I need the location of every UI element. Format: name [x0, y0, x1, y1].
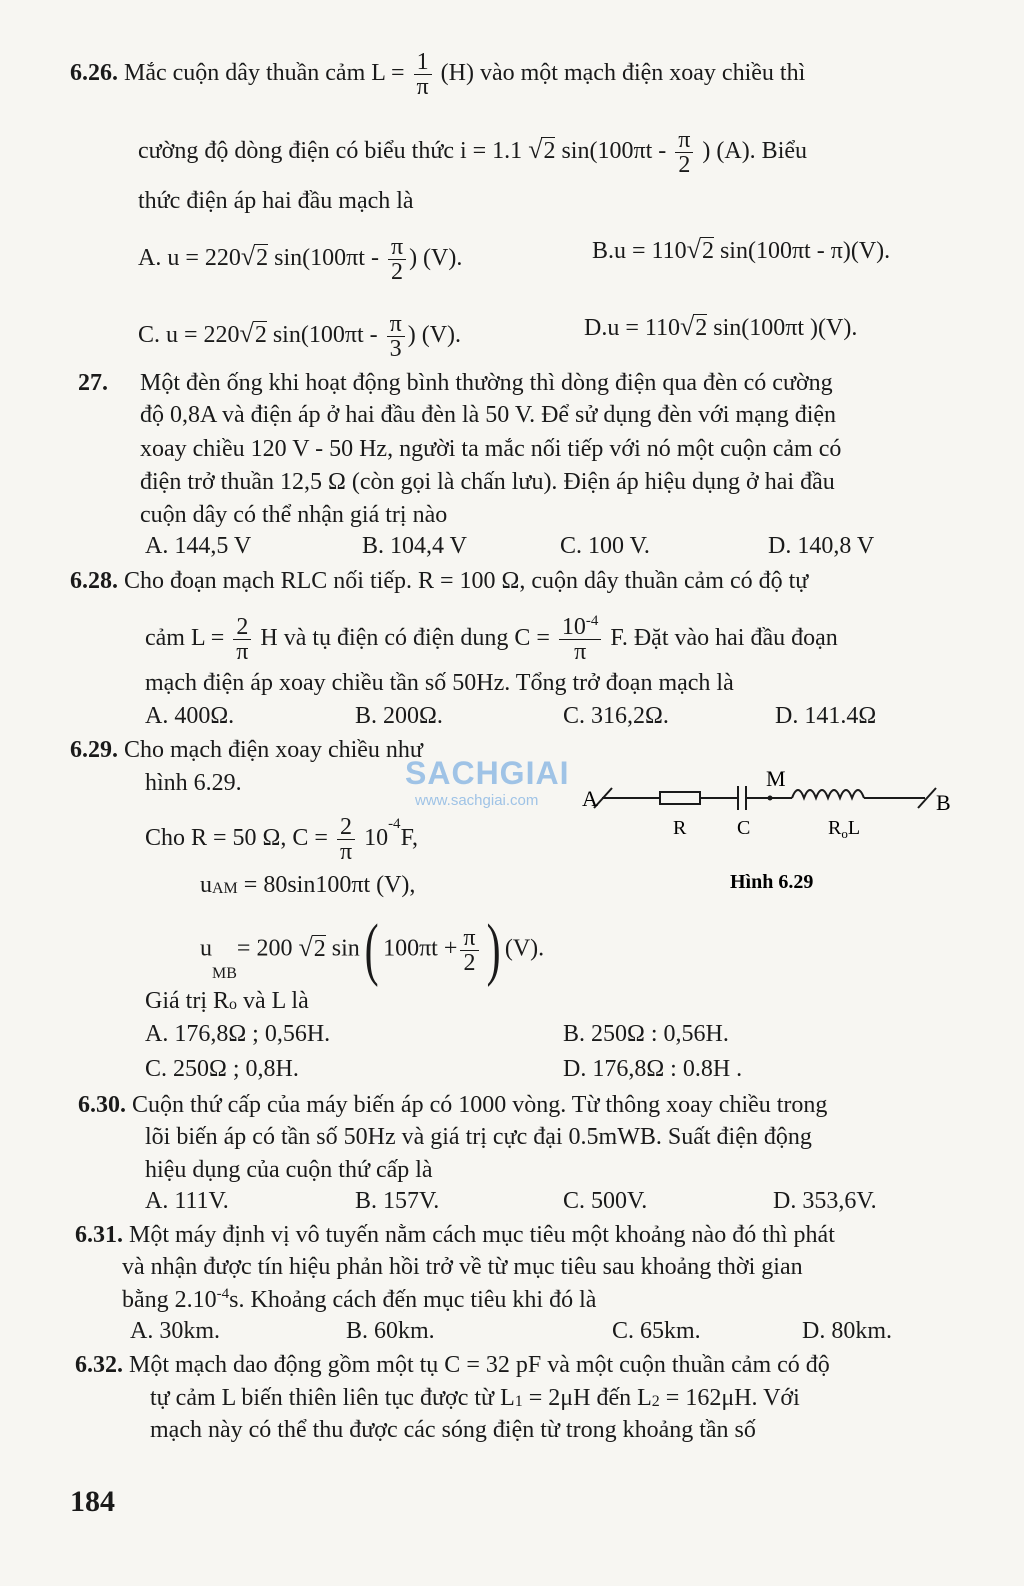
q629-line1: 6.29. Cho mạch điện xoay chiều như [70, 737, 423, 763]
q627-option-b: B. 104,4 V [362, 533, 467, 559]
label-m: M [766, 766, 786, 791]
page-number: 184 [70, 1485, 115, 1518]
q627-line: cuộn dây có thể nhận giá trị nào [140, 502, 448, 528]
q626-line2: cường độ dòng điện có biểu thức i = 1.1 √2 sin(100πt - $\frac{\pi}{2}$ ) (A). Biểu [138, 127, 808, 178]
q628-option-d: D. 141.4Ω [775, 703, 877, 729]
q631-option-c: C. 65km. [612, 1318, 701, 1344]
q628-option-c: C. 316,2Ω. [563, 703, 669, 729]
q628-number: 6.28. [70, 568, 118, 594]
watermark-logo: SACHGIAI www.sachgiai.com [405, 755, 570, 809]
q627-line: Một đèn ống khi hoạt động bình thường thì dòng điện qua đèn có cường [140, 370, 833, 396]
q630-number: 6.30. [78, 1092, 126, 1118]
q626-option-a: A. u = 220√2 sin(100πt - $\frac{\pi}{2}$ ) (V). [138, 234, 463, 285]
q630-line: hiệu dụng của cuộn thứ cấp là [145, 1157, 433, 1183]
q631-number: 6.31. [75, 1222, 123, 1248]
q631-line3: bằng $2.10^{-4}s$. Khoảng cách đến mục tiêu khi đó là [122, 1286, 597, 1313]
q630-line1: 6.30. Cuộn thứ cấp của máy biến áp có 1000 vòng. Từ thông xoay chiều trong [78, 1092, 828, 1118]
q629-line6: Giá trị Ro và L là [145, 988, 309, 1014]
q632-line3: mạch này có thể thu được các sóng điện từ trong khoảng tần số [150, 1417, 756, 1443]
q626-option-d: D.u = 110√2 sin(100πt )(V). [584, 312, 858, 341]
q629-line3: Cho R = 50 Ω, C = $\frac{2}{\pi}$ $10^{-4}F$, [145, 814, 418, 865]
q629-option-d: D. 176,8Ω : 0.8H . [563, 1056, 743, 1082]
q627-option-a: A. 144,5 V [145, 533, 252, 559]
q628-line3: mạch điện áp xoay chiều tần số 50Hz. Tổng trở đoạn mạch là [145, 670, 734, 696]
q626-fraction: $\frac{1}{\pi}$ [414, 50, 432, 99]
q626-text: Mắc cuộn dây thuần cảm L = [124, 60, 405, 87]
q628-option-a: A. 400Ω. [145, 703, 235, 729]
q632-line1: 6.32. Một mạch dao động gồm một tụ C = 32 pF và một cuộn thuần cảm có độ [75, 1352, 830, 1378]
q627-number: 27. [78, 370, 108, 396]
q629-line2: hình 6.29. [145, 770, 242, 796]
q632-number: 6.32. [75, 1352, 123, 1378]
q631-option-a: A. 30km. [130, 1318, 220, 1344]
q626-fraction: $\frac{\pi}{2}$ [675, 128, 693, 177]
q630-option-c: C. 500V. [563, 1188, 648, 1214]
q626-line1 [70, 50, 805, 99]
q629-option-a: A. 176,8Ω ; 0,56H. [145, 1021, 331, 1047]
node-m-dot [768, 796, 773, 801]
q629-option-b: B. 250Ω : 0,56H. [563, 1021, 729, 1047]
circuit-diagram [580, 760, 960, 900]
q627-line: độ 0,8A và điện áp ở hai đầu đèn là 50 V. Để sử dụng đèn với mạng điện [140, 402, 837, 428]
q628-option-b: B. 200Ω. [355, 703, 443, 729]
q626-line3: thức điện áp hai đầu mạch là [138, 188, 414, 214]
q629-option-c: C. 250Ω ; 0,8H. [145, 1056, 299, 1082]
q626-option-b: B.u = 110√2 sin(100πt - π)(V). [592, 235, 891, 264]
q627-option-d: D. 140,8 V [768, 533, 875, 559]
q626-text: (H) vào một mạch điện xoay chiều thì [440, 60, 806, 87]
figure-caption: Hình 6.29 [730, 871, 814, 893]
label-c: C [737, 817, 751, 839]
q626-number: 6.26. [70, 60, 118, 87]
q629-line5: uMB= 200 √2 sin( 100πt + $\frac{\pi}{2}$ ) (V). [200, 911, 545, 988]
q627-line: điện trở thuần 12,5 Ω (còn gọi là chấn lưu). Điện áp hiệu dụng ở hai đầu [140, 469, 835, 495]
q628-line2: cảm L = $\frac{2}{\pi}$ H và tụ điện có điện dung C = $\frac{10^{-4}}{\pi}$ F. Đặt vào hai đầu đoạn [145, 613, 838, 665]
q632-line2: tự cảm L biến thiên liên tục được từ L1 = 2μH đến L2 = 162μH. Với [150, 1385, 800, 1411]
q630-option-d: D. 353,6V. [773, 1188, 877, 1214]
q631-option-b: B. 60km. [346, 1318, 435, 1344]
label-a: A [582, 786, 598, 811]
label-rol: $R_oL$ [828, 817, 861, 841]
q627-line: xoay chiều 120 V - 50 Hz, người ta mắc nối tiếp với nó một cuộn cảm có [140, 436, 842, 462]
q627-option-c: C. 100 V. [560, 533, 650, 559]
q629-line4: uAM = 80sin100πt (V), [200, 872, 416, 898]
inductor-coil [792, 790, 864, 798]
q631-line2: và nhận được tín hiệu phản hồi trở về từ mục tiêu sau khoảng thời gian [122, 1254, 803, 1280]
label-r: R [673, 817, 687, 839]
q630-option-a: A. 111V. [145, 1188, 229, 1214]
resistor-symbol [660, 792, 700, 804]
q629-number: 6.29. [70, 737, 118, 763]
q630-option-b: B. 157V. [355, 1188, 440, 1214]
q626-option-c: C. u = 220√2 sin(100πt - $\frac{\pi}{3}$ ) (V). [138, 311, 462, 362]
q628-line1: 6.28. Cho đoạn mạch RLC nối tiếp. R = 100 Ω, cuộn dây thuần cảm có độ tự [70, 568, 809, 594]
q630-line: lõi biến áp có tần số 50Hz và giá trị cực đại 0.5mWB. Suất điện động [145, 1124, 812, 1150]
q631-option-d: D. 80km. [802, 1318, 892, 1344]
q631-line1: 6.31. Một máy định vị vô tuyến nằm cách mục tiêu một khoảng nào đó thì phát [75, 1222, 835, 1248]
label-b: B [936, 790, 951, 815]
